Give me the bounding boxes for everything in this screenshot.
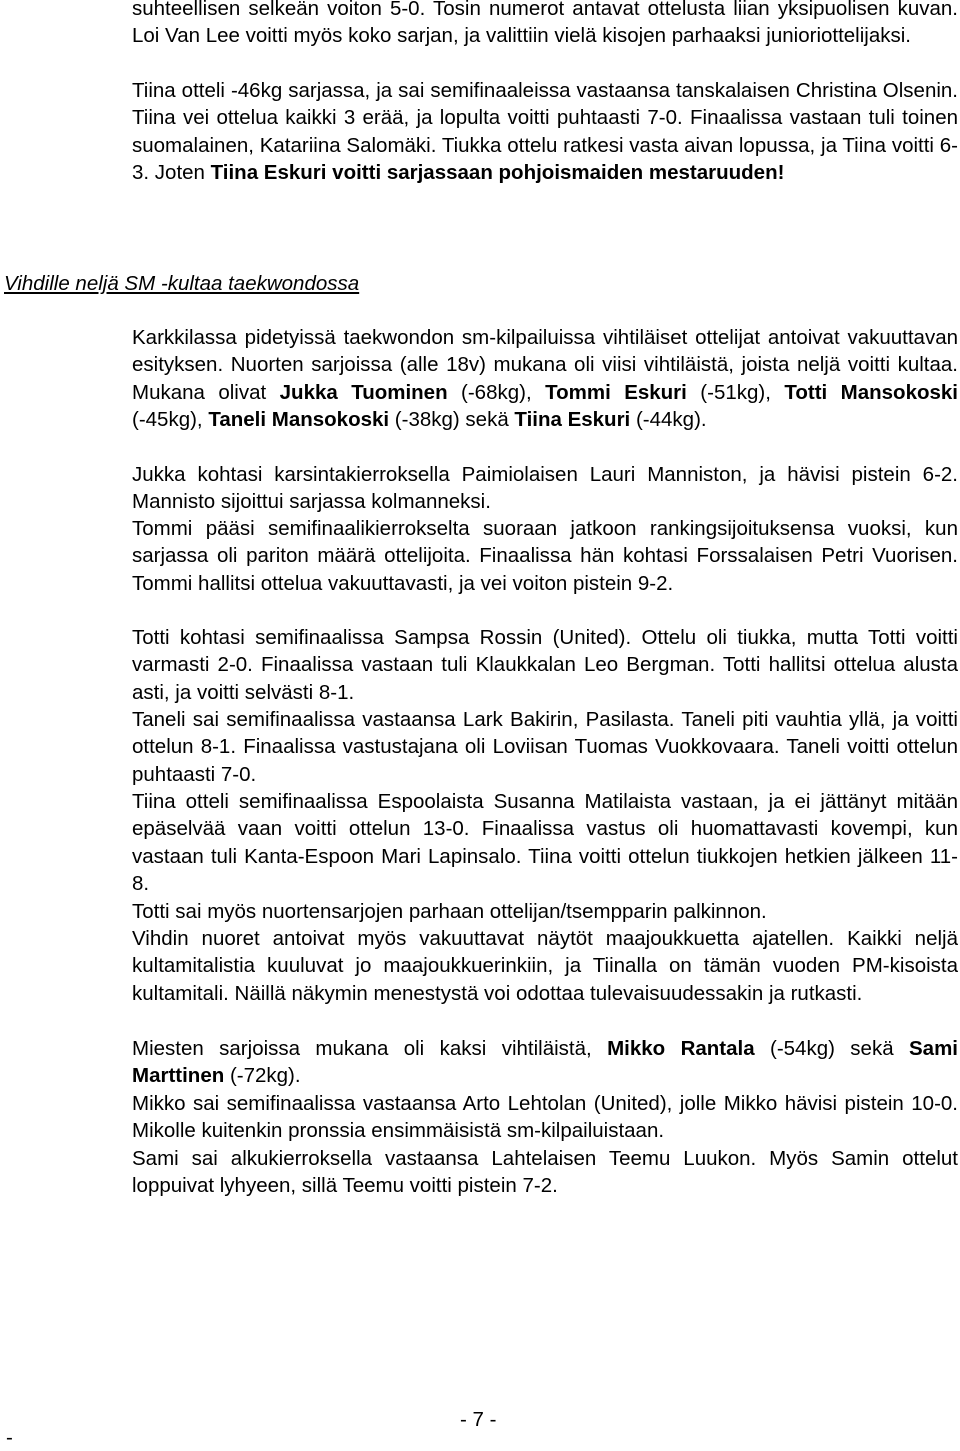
text: (-51kg),: [686, 380, 785, 404]
paragraph-intro: [132, 0, 958, 50]
text: (-72kg).: [224, 1064, 301, 1088]
paragraph-tiina: Tiina otteli semifinaalissa Espoolaista Susanna Matilaista vastaan, ja ei jättänyt mitään epäselvää vaan voitti ottelun 13-0. Finaalissa vastus oli huomattavasti kovempi, kun vastaan tuli Kanta-Espoon Mari Lapinsalo. Tiina voitti ottelun tiukkojen hetkien jälkeen 11-8.: [132, 790, 958, 895]
name-totti: Totti Mansokoski: [784, 380, 958, 404]
paragraph-sami: Sami sai alkukierroksella vastaansa Lahtelaisen Teemu Luukon. Myös Samin ottelut loppuivat lyhyeen, sillä Teemu voitti pistein 7-2.: [132, 1147, 958, 1198]
page-number: - 7 -: [460, 1408, 497, 1431]
paragraph-taneli: Taneli sai semifinaalissa vastaansa Lark Bakirin, Pasilasta. Taneli piti vauhtia yllä, ja voitti ottelun 8-1. Finaalissa vastustajana oli Loviisan Tuomas Vuokkovaara. Taneli voitti ottelun puhtaasti 7-0.: [132, 708, 958, 786]
paragraph-totti-award: Totti sai myös nuortensarjojen parhaan ottelijan/tsempparin palkinnon.: [132, 900, 767, 923]
text: Miesten sarjoissa mukana oli kaksi vihtiläistä,: [132, 1037, 608, 1060]
name-tiina: Tiina Eskuri: [514, 407, 631, 431]
paragraph-tiina-nordic: [132, 77, 958, 186]
text: (-54kg) sekä: [754, 1037, 909, 1060]
text: Karkkilassa pidetyissä taekwondon sm-kilpailuissa vihtiläiset ottelijat antoivat vakuuttavan esityksen. Nuorten sarjoissa (alle 18v) mukana oli viisi vihtiläistä, joista neljä voitti kultaa. Mukana olivat: [132, 326, 958, 404]
section-heading: Vihdille neljä SM -kultaa taekwondossa: [4, 272, 360, 295]
text: (-44kg).: [630, 407, 707, 431]
text: (-38kg) sekä: [389, 407, 515, 431]
paragraph-jukka: Jukka kohtasi karsintakierroksella Paimiolaisen Lauri Manniston, ja hävisi pistein 6-2. Mannisto sijoittui sarjassa kolmanneksi.: [132, 463, 958, 514]
paragraph-tiina-nordic-text: Tiina otteli -46kg sarjassa, ja sai semifinaaleissa vastaansa tanskalaisen Christina Olsenin. Tiina vei ottelua kaikki 3 erää, ja lopulta voitti puhtaasti 7-0. Finaalissa vastaan tuli toinen suomalainen, Katariina Salomäki. Tiukka ottelu ratkesi vasta aivan lopussa, ja Tiina voitti 6-3. Joten: [132, 79, 958, 184]
bold-result: Tiina Eskuri voitti sarjassaan pohjoismaiden mestaruuden!: [210, 160, 785, 184]
paragraph-men: [132, 1035, 958, 1090]
paragraph-totti: Totti kohtasi semifinaalissa Sampsa Rossin (United). Ottelu oli tiukka, mutta Totti voitti varmasti 2-0. Finaalissa vastaan tuli Klaukkalan Leo Bergman. Totti hallitsi ottelua alusta asti, ja voitti selvästi 8-1.: [132, 626, 958, 704]
text: (-68kg),: [447, 380, 546, 404]
name-tommi: Tommi Eskuri: [545, 380, 687, 404]
paragraph-vihdin: Vihdin nuoret antoivat myös vakuuttavat näytöt maajoukkuetta ajatellen. Kaikki neljä kultamitalistia kuuluvat jo maajoukkuerinkiin, ja Tiinalla on tämän vuoden PM-kisoista kultamitali. Näillä näkymin menestystä voi odottaa tulevaisuudessakin ja rutkasti.: [132, 927, 958, 1005]
name-jukka: Jukka Tuominen: [279, 380, 448, 404]
paragraph-intro-text: suhteellisen selkeän voiton 5-0. Tosin numerot antavat ottelusta liian yksipuolisen kuvan. Loi Van Lee voitti myös koko sarjan, ja valittiin vielä kisojen parhaaksi junioriottelijaksi.: [132, 0, 958, 48]
paragraph-intro-sm: [132, 324, 958, 433]
paragraph-tommi: Tommi pääsi semifinaalikierrokselta suoraan jatkoon rankingsijoituksensa vuoksi, kun sarjassa oli pariton määrä ottelijoita. Finaalissa hän kohtasi Forssalaisen Petri Vuorisen. Tommi hallitsi ottelua vakuuttavasti, ja vei voiton pistein 9-2.: [132, 517, 958, 595]
text: (-45kg),: [132, 407, 209, 431]
footer-dash: -: [6, 1426, 13, 1449]
name-taneli: Taneli Mansokoski: [208, 407, 390, 431]
name-mikko: Mikko Rantala: [607, 1037, 755, 1060]
name-sami: Sami Marttinen: [132, 1037, 958, 1088]
paragraph-mikko: Mikko sai semifinaalissa vastaansa Arto Lehtolan (United), jolle Mikko hävisi pistein 10-0. Mikolle kuitenkin pronssia ensimmäisistä sm-kilpailuistaan.: [132, 1092, 958, 1143]
